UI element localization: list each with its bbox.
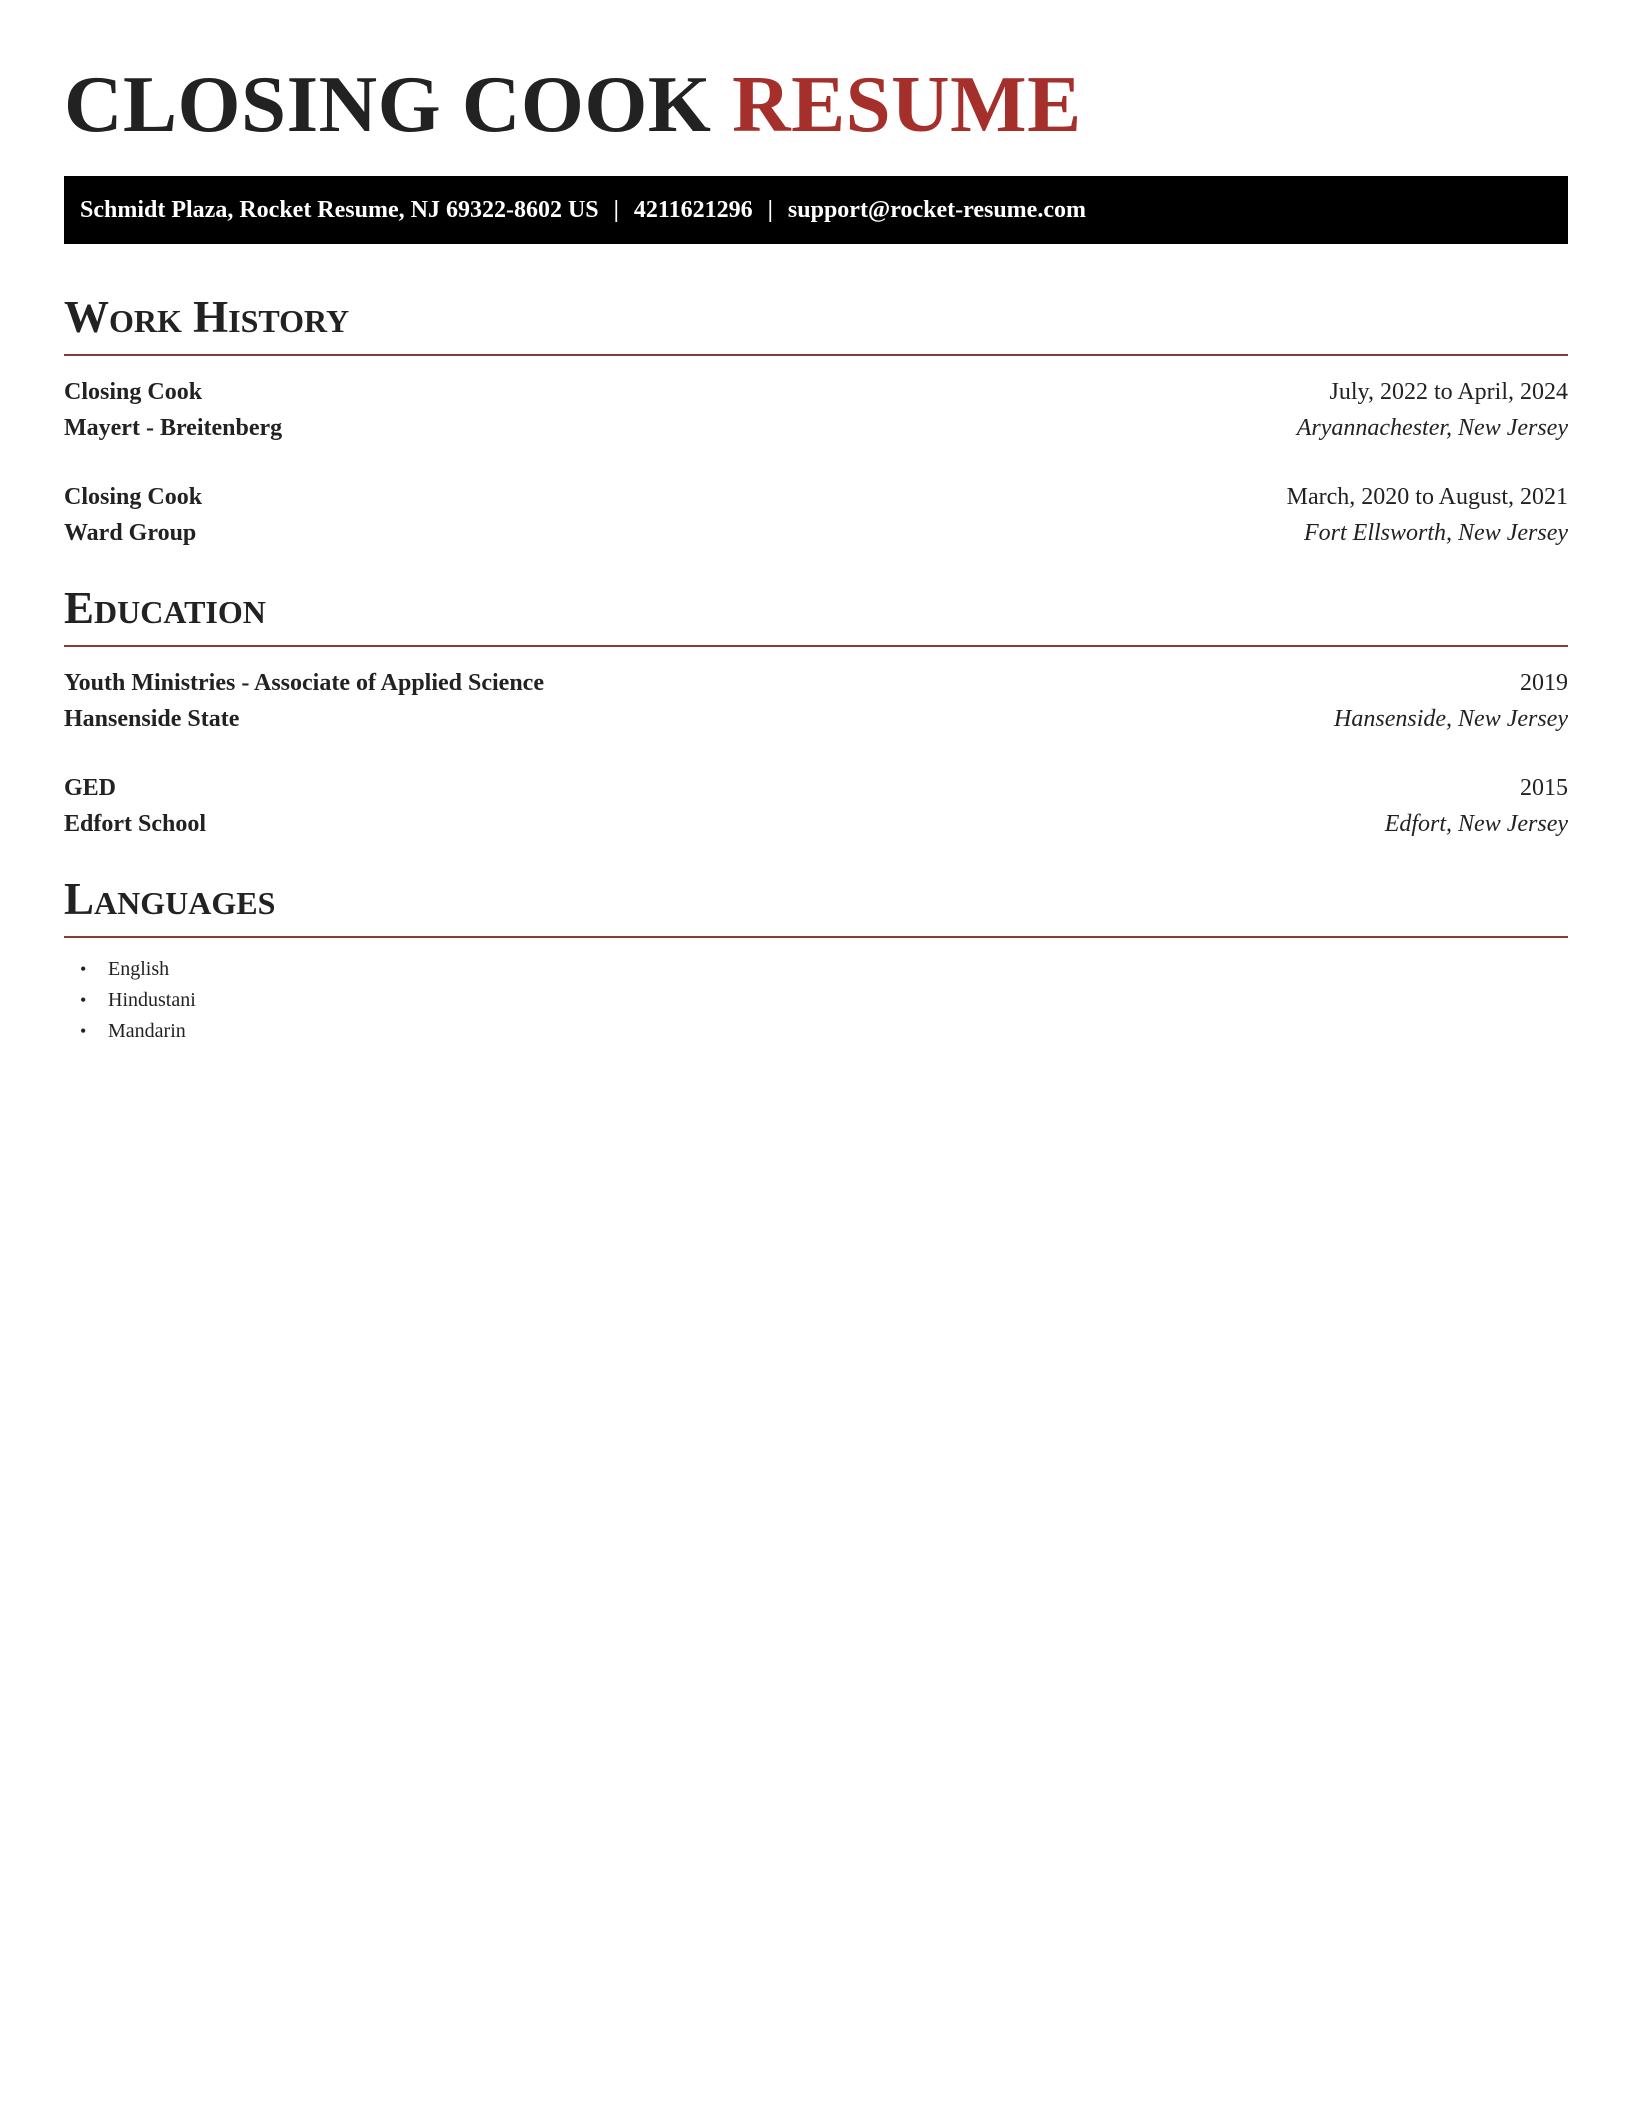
section-divider	[64, 645, 1568, 647]
employer-name: Ward Group	[64, 520, 197, 546]
job-title: Closing Cook	[64, 379, 203, 405]
work-entry	[64, 479, 1568, 551]
job-dates: March, 2020 to August, 2021	[1286, 484, 1568, 510]
section-divider	[64, 354, 1568, 356]
languages-heading: Languages	[64, 874, 276, 924]
degree-name: GED	[64, 775, 117, 801]
bullet-icon: •	[80, 1021, 87, 1041]
school-name: Edfort School	[64, 811, 207, 837]
bullet-icon: •	[80, 959, 87, 979]
language-name: Mandarin	[108, 1020, 186, 1042]
school-name: Hansenside State	[64, 706, 240, 732]
resume-title	[64, 0, 1568, 152]
bullet-icon: •	[80, 990, 87, 1010]
work-entry	[64, 374, 1568, 446]
contact-separator: |	[613, 196, 619, 223]
section-divider	[64, 936, 1568, 938]
language-name: Hindustani	[108, 989, 196, 1011]
list-item	[80, 954, 1568, 985]
education-heading: Education	[64, 583, 266, 633]
job-dates: July, 2022 to April, 2024	[1329, 379, 1568, 405]
graduation-year: 2015	[1520, 775, 1568, 801]
contact-email: support@rocket-resume.com	[787, 196, 1086, 223]
graduation-year: 2019	[1520, 670, 1568, 696]
degree-name: Youth Ministries - Associate of Applied Science	[64, 670, 544, 696]
language-name: English	[108, 958, 170, 980]
school-location: Edfort, New Jersey	[1384, 811, 1568, 837]
languages-list	[64, 954, 1568, 1047]
job-title: Closing Cook	[64, 484, 203, 510]
employer-name: Mayert - Breitenberg	[64, 415, 283, 441]
contact-address: Schmidt Plaza, Rocket Resume, NJ 69322-8602 US	[80, 196, 599, 223]
list-item	[80, 1016, 1568, 1047]
education-entry	[64, 770, 1568, 842]
contact-separator: |	[767, 196, 773, 223]
job-location: Fort Ellsworth, New Jersey	[1304, 520, 1568, 546]
title-accent: RESUME	[732, 59, 1082, 149]
education-entry	[64, 665, 1568, 737]
job-location: Aryannachester, New Jersey	[1296, 415, 1568, 441]
contact-bar	[64, 176, 1568, 244]
list-item	[80, 985, 1568, 1016]
title-main: CLOSING COOK	[64, 59, 712, 149]
work-history-heading: Work History	[64, 292, 350, 342]
school-location: Hansenside, New Jersey	[1334, 706, 1568, 732]
contact-phone: 4211621296	[633, 196, 753, 223]
